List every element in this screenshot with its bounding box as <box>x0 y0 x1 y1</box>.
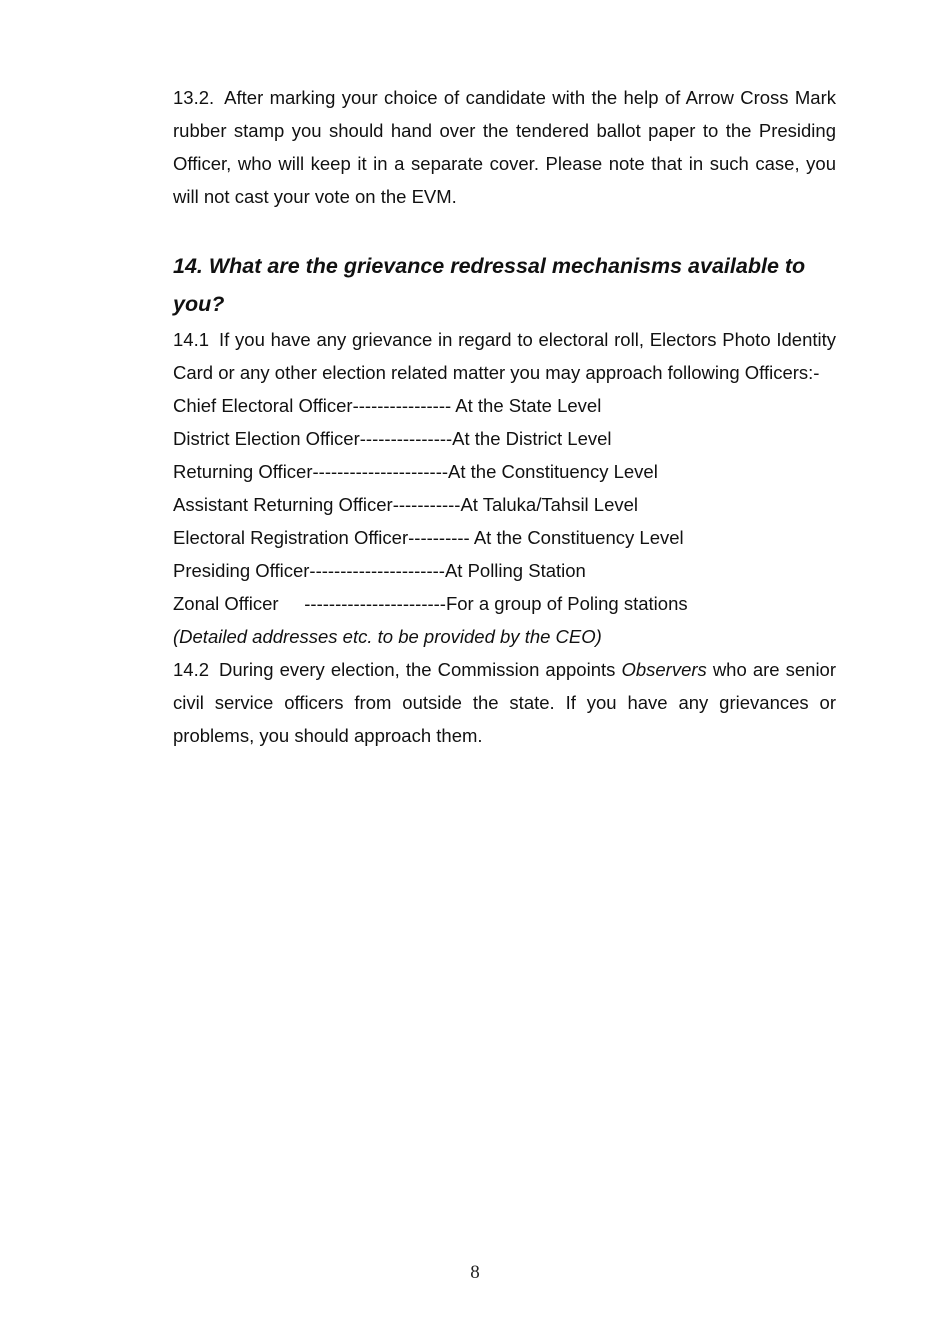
addresses-note: (Detailed addresses etc. to be provided by the CEO) <box>173 626 602 647</box>
paragraph-number: 14.2 <box>173 659 210 680</box>
officer-list-item: Returning Officer----------------------At the Constituency Level <box>173 461 658 482</box>
officer-list-item: Electoral Registration Officer---------- At the Constituency Level <box>173 527 684 548</box>
paragraph-text: After marking your choice of candidate with the help of Arrow Cross Mark rubber stamp you should hand over the tendered ballot paper to the Presiding Officer, who will keep it in a separate cover. Please note that in such case, you will not cast your vote on the EVM. <box>173 87 836 207</box>
officer-list-item: Chief Electoral Officer---------------- At the State Level <box>173 395 602 416</box>
page-number: 8 <box>470 1262 480 1283</box>
officer-list-item: District Election Officer---------------At the District Level <box>173 428 612 449</box>
officer-list-item: Zonal Officer -----------------------For a group of Poling stations <box>173 593 688 614</box>
paragraph-14-2 <box>173 653 836 752</box>
paragraph-number: 14.1 <box>173 329 210 350</box>
paragraph-text-start: During every election, the Commission appoints <box>219 659 622 680</box>
officer-list-item: Assistant Returning Officer-----------At Taluka/Tahsil Level <box>173 494 639 515</box>
paragraph-14-1 <box>173 323 836 389</box>
paragraph-text-end: who are senior civil service officers from outside the state. If you have any grievances or problems, you should approach them. <box>173 659 836 746</box>
section-14-heading: 14. What are the grievance redressal mechanisms available to you? <box>173 254 806 316</box>
paragraph-13-2 <box>173 81 836 213</box>
observers-emphasis: Observers <box>621 659 707 680</box>
officer-list-item: Presiding Officer----------------------At Polling Station <box>173 560 586 581</box>
officer-list <box>173 389 836 620</box>
page-content <box>173 81 836 752</box>
paragraph-number: 13.2. <box>173 87 215 108</box>
paragraph-text: If you have any grievance in regard to electoral roll, Electors Photo Identity Card or any other election related matter you may approach following Officers:- <box>173 329 836 383</box>
